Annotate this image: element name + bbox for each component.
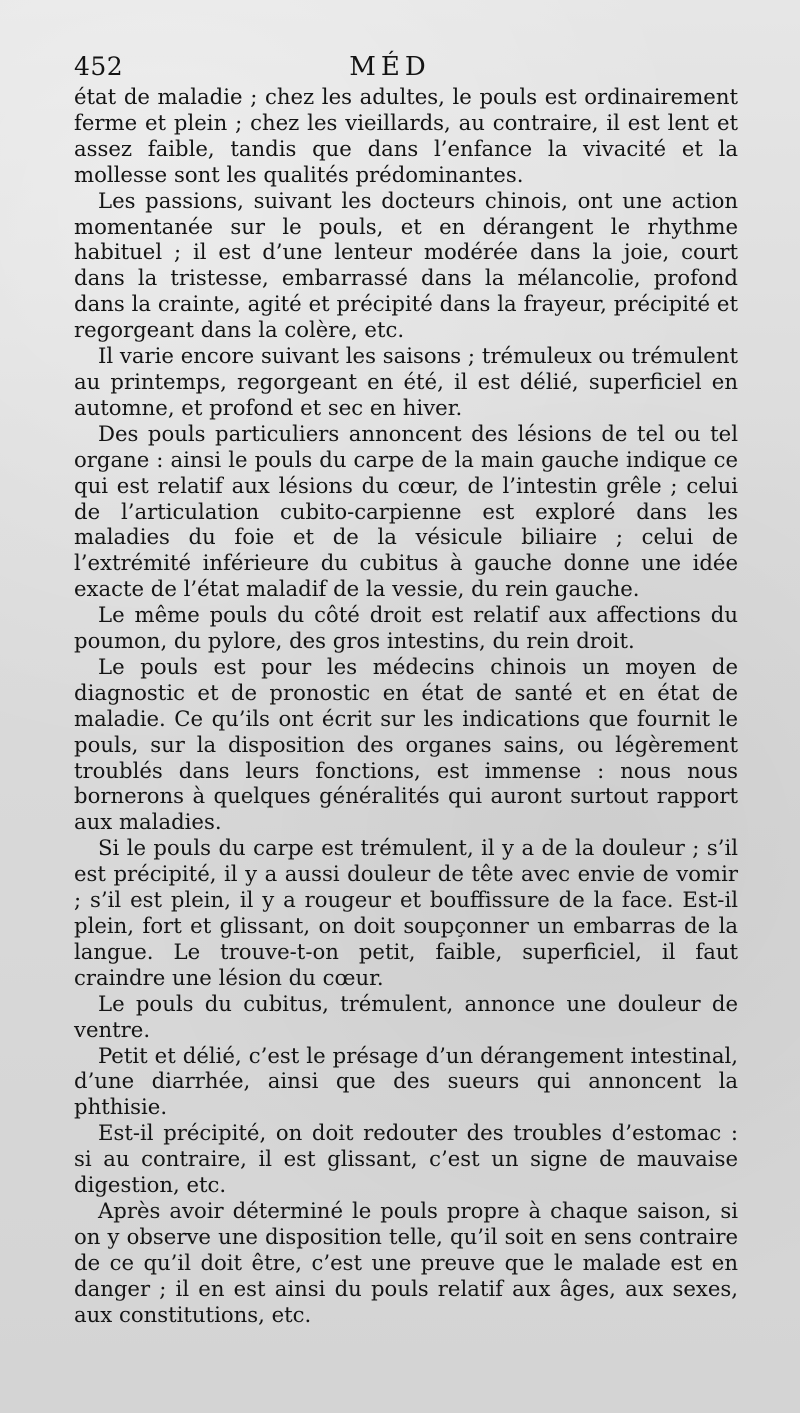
paragraph: Si le pouls du carpe est trémulent, il y a de la douleur ; s’il est précipité, il y a aussi douleur de tête avec envie de vomir ; s’il est plein, il y a rougeur et bouffissure de la face. Est-il plein, fort et glissant, on doit soupçonner un embarras de la langue. Le trouve-t-on petit, faible, superficiel, il faut craindre une lésion du cœur. bbox=[74, 835, 738, 990]
paragraph: Est-il précipité, on doit redouter des troubles d’estomac : si au contraire, il est glissant, c’est un signe de mauvaise digestion, etc. bbox=[74, 1120, 738, 1198]
paragraph: Le même pouls du côté droit est relatif aux affections du poumon, du pylore, des gros intestins, du rein droit. bbox=[74, 602, 738, 654]
paragraph: Le pouls est pour les médecins chinois un moyen de diagnostic et de pronostic en état de santé et en état de maladie. Ce qu’ils ont écrit sur les indications que fournit le pouls, sur la disposition des organes sains, ou légèrement troublés dans leurs fonctions, est immense : nous nous bornerons à quelques généralités qui auront surtout rapport aux maladies. bbox=[74, 653, 738, 835]
paragraph: Petit et délié, c’est le présage d’un dérangement intestinal, d’une diarrhée, ainsi que des sueurs qui annoncent la phthisie. bbox=[74, 1042, 738, 1120]
paragraph: Les passions, suivant les docteurs chinois, ont une action momentanée sur le pouls, et en dérangent le rhythme habituel ; il est d’une lenteur modérée dans la joie, court dans la tristesse, embarrassé dans la mélancolie, profond dans la crainte, agité et précipité dans la frayeur, précipité et regorgeant dans la colère, etc. bbox=[74, 187, 738, 343]
paragraph: Le pouls du cubitus, trémulent, annonce une douleur de ventre. bbox=[74, 990, 738, 1042]
page-number: 452 bbox=[74, 52, 124, 81]
body-text bbox=[74, 84, 738, 1328]
paragraph: état de maladie ; chez les adultes, le pouls est ordinairement ferme et plein ; chez les vieillards, au contraire, il est lent et assez faible, tandis que dans l’enfance la vivacité et la mollesse sont les qualités prédominantes. bbox=[74, 84, 738, 187]
paragraph: Il varie encore suivant les saisons ; trémuleux ou trémulent au printemps, regorgeant en été, il est délié, superficiel en automne, et profond et sec en hiver. bbox=[74, 343, 738, 420]
paragraph: Des pouls particuliers annoncent des lésions de tel ou tel organe : ainsi le pouls du carpe de la main gauche indique ce qui est relatif aux lésions du cœur, de l’intestin grêle ; celui de l’articulation cubito-carpienne est exploré dans les maladies du foie et de la vésicule biliaire ; celui de l’extrémité inférieure du cubitus à gauche donne une idée exacte de l’état maladif de la vessie, du rein gauche. bbox=[74, 420, 738, 602]
page-header bbox=[74, 54, 726, 86]
paragraph: Après avoir déterminé le pouls propre à chaque saison, si on y observe une disposition telle, qu’il soit en sens contraire de ce qu’il doit être, c’est une preuve que le malade est en danger ; il en est ainsi du pouls relatif aux âges, aux sexes, aux constitutions, etc. bbox=[74, 1197, 738, 1327]
running-title: MÉD bbox=[349, 52, 431, 82]
